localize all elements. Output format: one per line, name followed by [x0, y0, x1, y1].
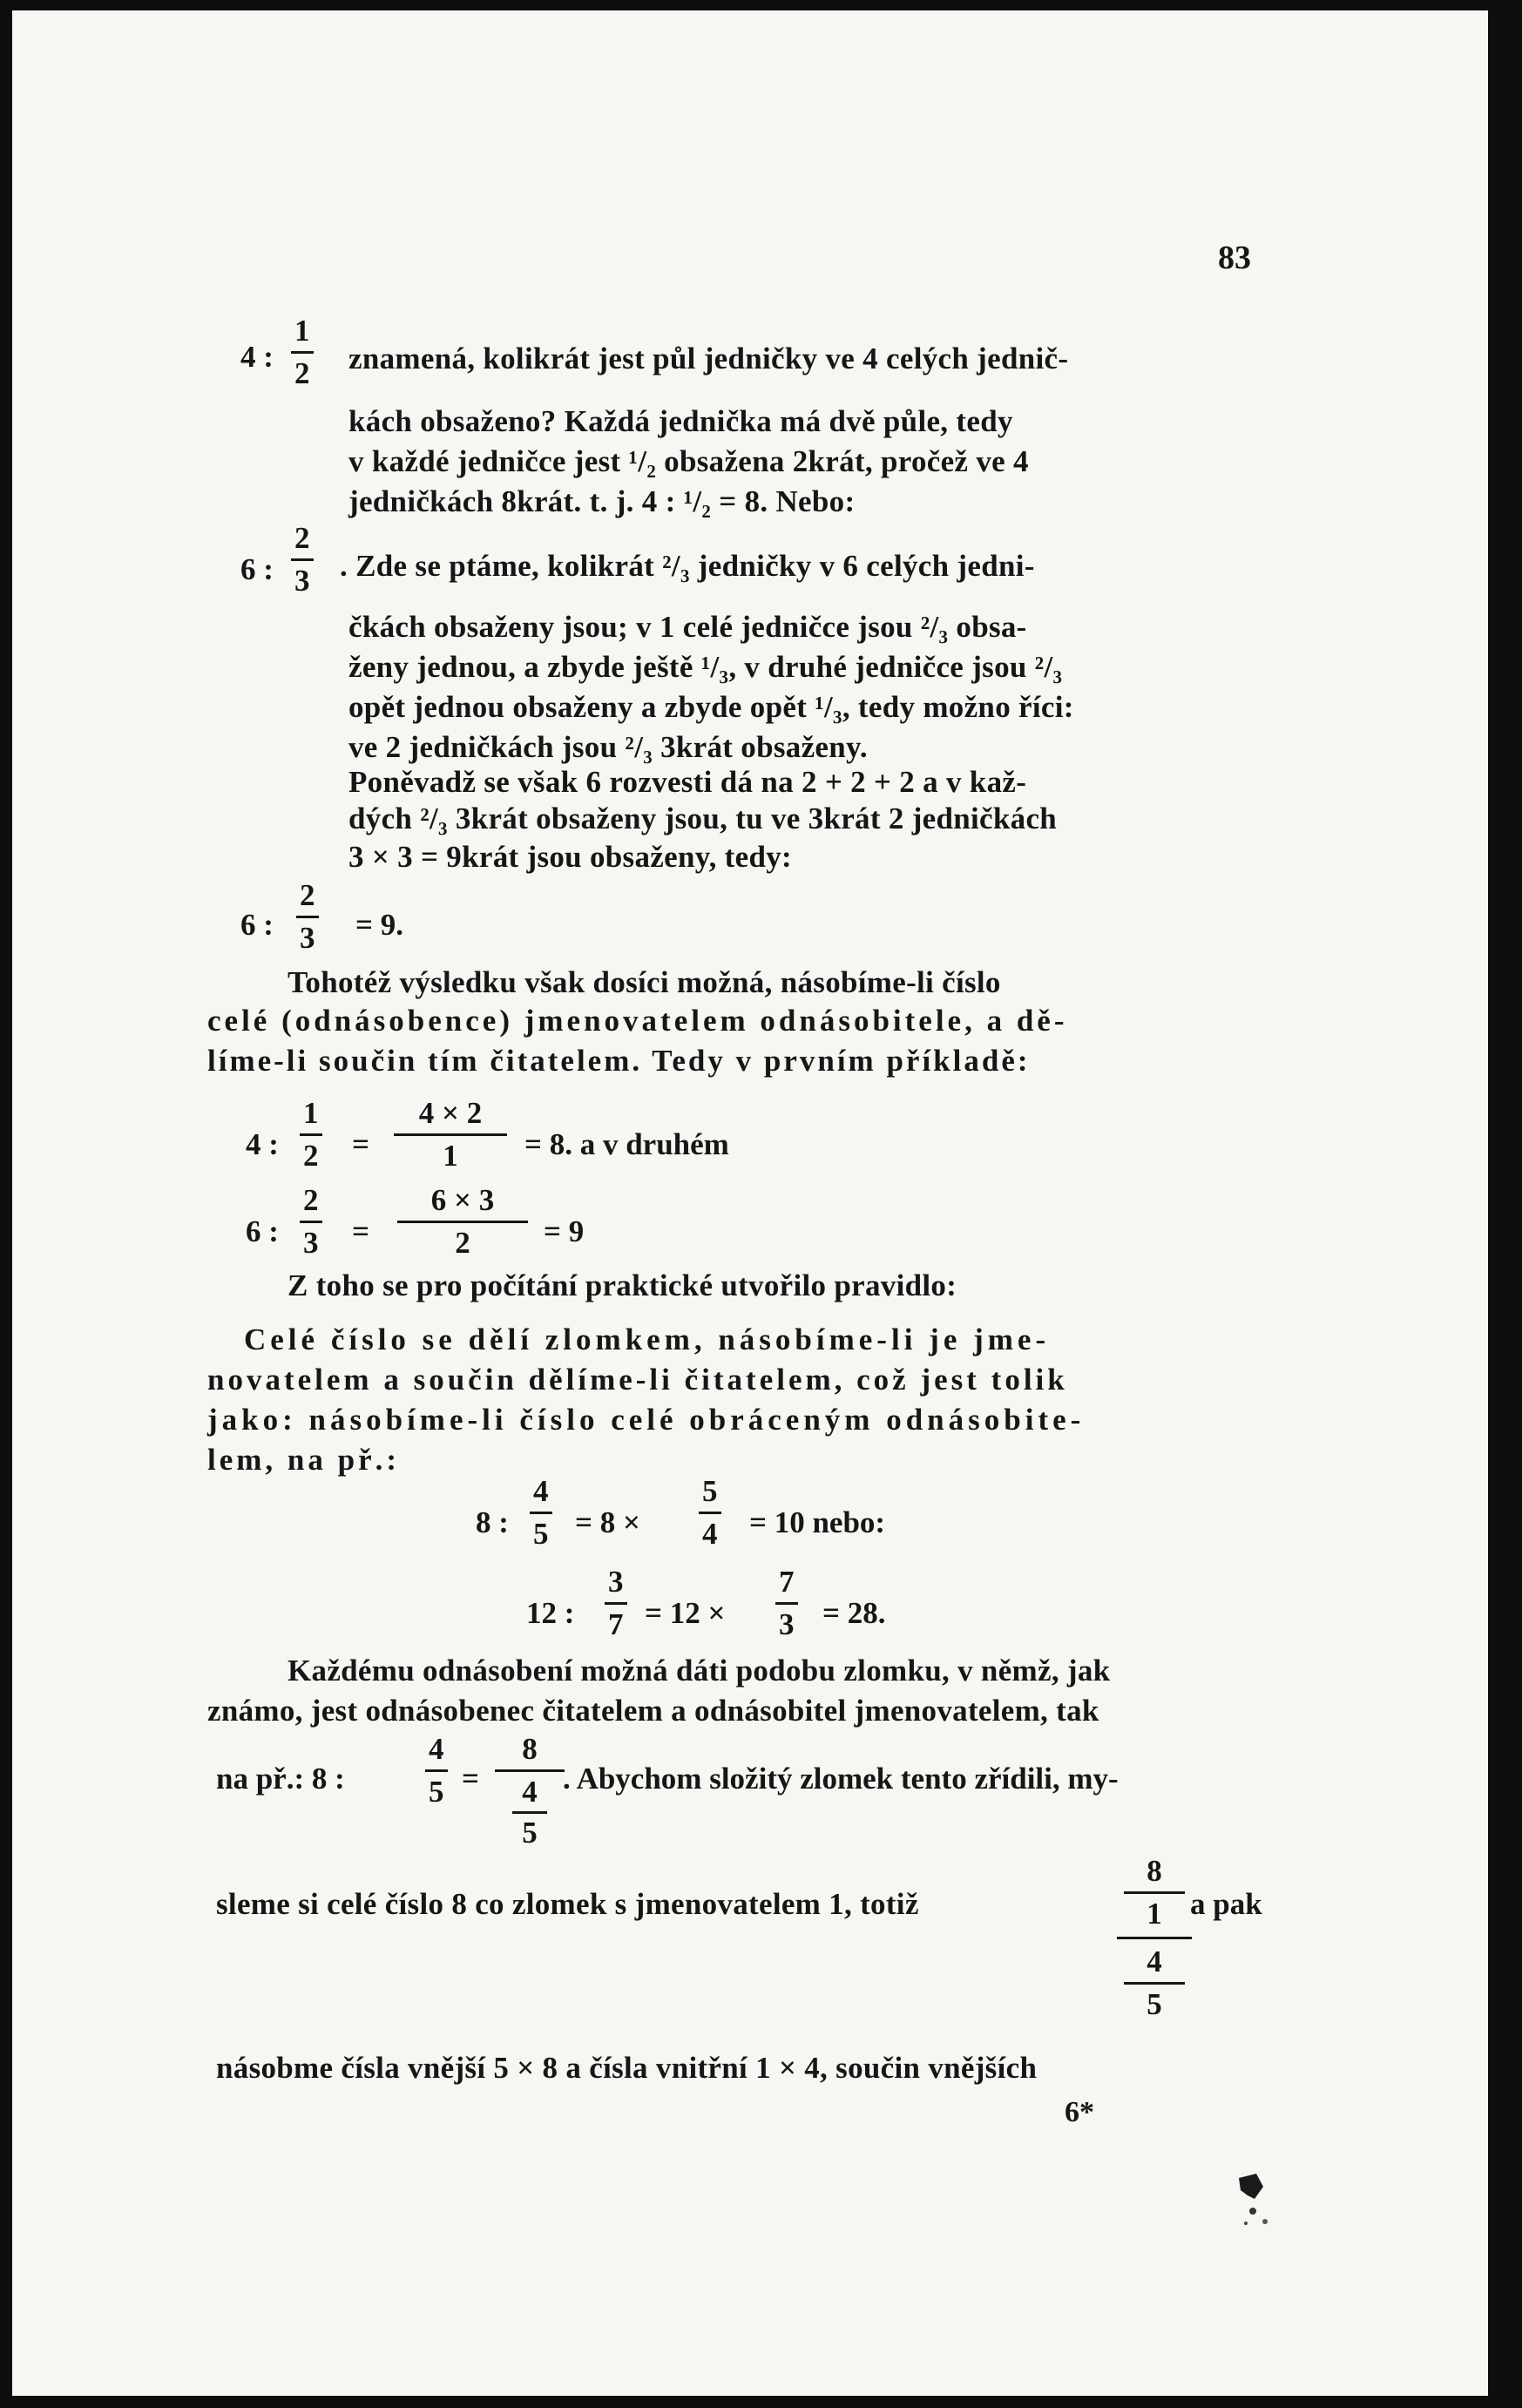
fraction-numerator: 5: [702, 1474, 718, 1508]
fraction-denominator: 3: [300, 921, 315, 955]
fraction-denominator: 7: [608, 1607, 624, 1641]
fraction-denominator: 4: [702, 1517, 718, 1551]
fraction-numerator: 2: [300, 878, 315, 912]
fraction-numerator: 8: [1147, 1854, 1162, 1888]
equals-sign: =: [352, 1214, 369, 1248]
fraction-bar: [495, 1769, 565, 1772]
fraction-bar: [394, 1133, 507, 1136]
fraction-bar: [291, 558, 314, 561]
fraction-denominator: 5: [533, 1517, 549, 1551]
text-line: jedničkách 8krát. t. j. 4 : ¹/₂ = 8. Nebo:: [348, 484, 856, 518]
expr-prefix: 6 :: [246, 1214, 279, 1248]
expr-prefix: 6 :: [240, 552, 274, 586]
fraction-bar: [296, 916, 319, 918]
fraction: [394, 1096, 507, 1174]
fraction: [296, 878, 319, 956]
text-line: . Zde se ptáme, kolikrát ²/₃ jedničky v 6 celých jedni-: [340, 549, 1035, 583]
page-number: 83: [1218, 240, 1251, 276]
fraction-bar: [605, 1602, 627, 1605]
rule-text-line: novatelem a součin dělíme-li čitatelem, což jest tolik: [207, 1363, 1068, 1397]
fraction: [291, 314, 314, 391]
fraction-denominator-inner: 5: [522, 1816, 538, 1850]
text-line: celé (odnásobence) jmenovatelem odnásobitele, a dě-: [207, 1004, 1068, 1038]
expr-suffix: a pak: [1190, 1887, 1262, 1921]
fraction-denominator: 2: [303, 1139, 319, 1173]
complex-fraction: [1124, 1854, 1185, 2022]
expr-suffix: . Abychom složitý zlomek tento zřídili, my-: [563, 1762, 1119, 1796]
fraction-numerator: 3: [608, 1565, 624, 1599]
fraction-denominator: 3: [779, 1607, 795, 1641]
fraction-bar: [699, 1512, 721, 1514]
fraction-denominator: 3: [294, 564, 310, 598]
text-line: v každé jedničce jest ¹/₂ obsažena 2krát, pročež ve 4: [348, 444, 1029, 478]
fraction-denominator: 1: [443, 1139, 458, 1173]
text-line: násobme čísla vnější 5 × 8 a čísla vnitřní 1 × 4, součin vnějších: [216, 2051, 1038, 2085]
fraction-numerator: 7: [779, 1565, 795, 1599]
complex-fraction: [495, 1732, 565, 1850]
expr-suffix: = 9: [544, 1214, 585, 1248]
fraction: [300, 1183, 322, 1261]
text-line: dých ²/₃ 3krát obsaženy jsou, tu ve 3krát 2 jedničkách: [348, 802, 1058, 835]
fraction-bar: [300, 1133, 322, 1136]
text-line: opět jednou obsaženy a zbyde opět ¹/₃, tedy možno říci:: [348, 690, 1074, 724]
expr-prefix: 4 :: [246, 1127, 279, 1161]
fraction-numerator: 4: [429, 1732, 444, 1766]
expr-suffix: = 28.: [822, 1596, 886, 1630]
fraction: [775, 1565, 798, 1642]
expr-middle: = 8 ×: [575, 1505, 640, 1539]
text-line: 3 × 3 = 9krát jsou obsaženy, tedy:: [348, 840, 792, 874]
expr-suffix: = 9.: [355, 908, 403, 942]
fraction-numerator: 1: [294, 314, 310, 348]
fraction-denominator: 5: [429, 1775, 444, 1809]
text-line: sleme si celé číslo 8 co zlomek s jmenovatelem 1, totiž: [216, 1887, 919, 1921]
fraction-bar: [291, 351, 314, 354]
fraction-bar: [397, 1221, 528, 1223]
fraction-bar-inner: [512, 1811, 547, 1814]
rule-text-line: lem, na př.:: [207, 1443, 401, 1477]
fraction-numerator: 4: [533, 1474, 549, 1508]
fraction-bar: [300, 1221, 322, 1223]
fraction: [300, 1096, 322, 1174]
fraction-denominator-lower: 5: [1147, 1987, 1162, 2021]
fraction: [291, 521, 314, 599]
expr-middle: = 12 ×: [645, 1596, 726, 1630]
text-line: ženy jednou, a zbyde ještě ¹/₃, v druhé jedničce jsou ²/₃: [348, 650, 1063, 684]
expr-suffix: = 8. a v druhém: [524, 1127, 729, 1161]
fraction-numerator: 4 × 2: [418, 1096, 483, 1130]
fraction: [397, 1183, 528, 1261]
rule-text-line: jako: násobíme-li číslo celé obráceným odnásobite-: [207, 1403, 1086, 1437]
fraction: [425, 1732, 448, 1809]
fraction-numerator: 6 × 3: [430, 1183, 495, 1217]
fraction: [605, 1565, 627, 1642]
equals-sign: =: [462, 1762, 479, 1796]
fraction: [530, 1474, 552, 1552]
text-line: čkách obsaženy jsou; v 1 celé jedničce jsou ²/₃ obsa-: [348, 610, 1027, 644]
text-line: Tohotéž výsledku však dosíci možná, násobíme-li číslo: [287, 965, 1001, 999]
fraction-bar-lower: [1124, 1982, 1185, 1985]
text-line: Každému odnásobení možná dáti podobu zlomku, v němž, jak: [287, 1654, 1111, 1688]
text-line: ve 2 jedničkách jsou ²/₃ 3krát obsaženy.: [348, 730, 868, 764]
fraction-bar: [775, 1602, 798, 1605]
fraction-numerator: 2: [303, 1183, 319, 1217]
fraction-denominator: 2: [455, 1226, 470, 1260]
fraction: [699, 1474, 721, 1552]
fraction-denominator: 3: [303, 1226, 319, 1260]
fraction-bar: [425, 1769, 448, 1772]
text-line: kách obsaženo? Každá jednička má dvě půle, tedy: [348, 404, 1013, 438]
fraction-numerator: 1: [303, 1096, 319, 1130]
fraction-numerator: 8: [522, 1732, 538, 1766]
expr-prefix: 4 :: [240, 340, 274, 374]
expr-prefix: na př.: 8 :: [216, 1762, 345, 1796]
text-line: Poněvadž se však 6 rozvesti dá na 2 + 2 + 2 a v kaž-: [348, 765, 1027, 799]
printer-signature-mark: 6*: [1065, 2096, 1094, 2128]
fraction-denominator: 4: [522, 1775, 538, 1809]
fraction-bar: [530, 1512, 552, 1514]
equals-sign: =: [352, 1127, 369, 1161]
fraction-main-bar: [1117, 1937, 1192, 1939]
expr-suffix: = 10 nebo:: [749, 1505, 886, 1539]
expr-prefix: 8 :: [476, 1505, 509, 1539]
text-line: znamená, kolikrát jest půl jedničky ve 4 celých jednič-: [348, 342, 1069, 375]
expr-prefix: 12 :: [526, 1596, 575, 1630]
text-line: líme-li součin tím čitatelem. Tedy v prvním příkladě:: [207, 1044, 1031, 1078]
fraction-denominator: 2: [294, 356, 310, 390]
fraction-bar: [1124, 1891, 1185, 1894]
ink-smudge: [1221, 2169, 1282, 2239]
text-line: Z toho se pro počítání praktické utvořilo pravidlo:: [287, 1268, 957, 1302]
fraction-denominator: 1: [1147, 1897, 1162, 1931]
rule-text-line: Celé číslo se dělí zlomkem, násobíme-li je jme-: [244, 1322, 1051, 1356]
fraction-numerator: 2: [294, 521, 310, 555]
text-line: známo, jest odnásobenec čitatelem a odnásobitel jmenovatelem, tak: [207, 1694, 1099, 1728]
expr-prefix: 6 :: [240, 908, 274, 942]
fraction-numerator-lower: 4: [1147, 1945, 1162, 1978]
